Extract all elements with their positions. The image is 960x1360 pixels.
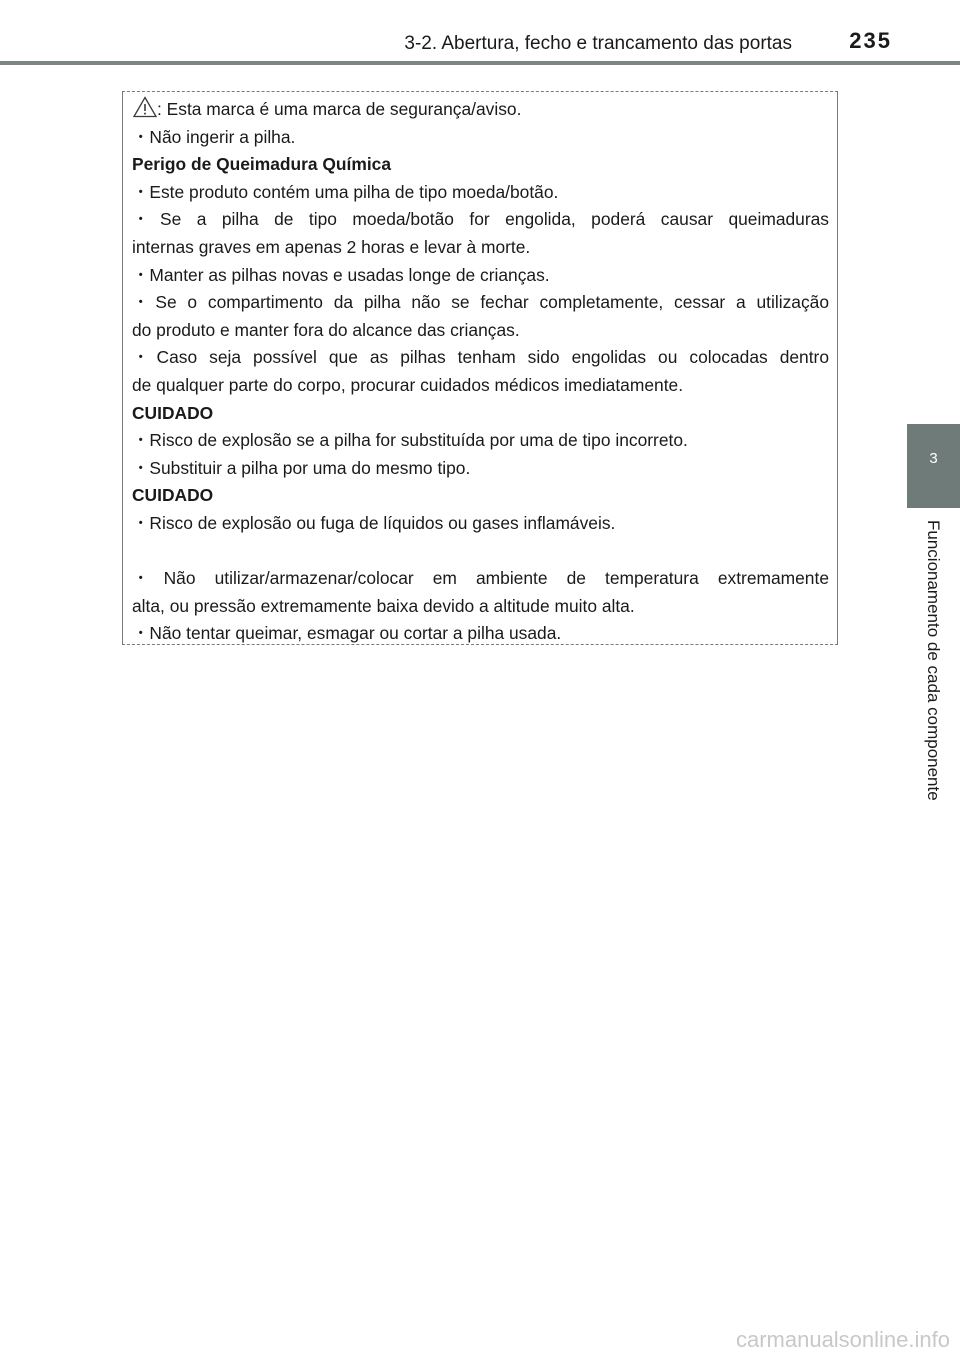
section-title: 3-2. Abertura, fecho e trancamento das portas: [404, 33, 792, 54]
notice-line: ・Caso seja possível que as pilhas tenham sido engolidas ou colocadas dentro: [132, 347, 829, 368]
safety-notice-text: [132, 96, 829, 648]
page-header: [0, 0, 960, 64]
notice-heading: Perigo de Queimadura Química: [132, 154, 391, 175]
notice-line: alta, ou pressão extremamente baixa devido a altitude muito alta.: [132, 595, 635, 616]
footer-watermark: carmanualsonline.info: [735, 1327, 950, 1352]
safety-notice-box: [122, 91, 838, 645]
header-divider: [0, 61, 960, 65]
notice-line: ・Não ingerir a pilha.: [132, 126, 296, 147]
chapter-title: Funcionamento de cada componente: [924, 520, 943, 801]
notice-line: ・Risco de explosão ou fuga de líquidos ou gases inflamáveis.: [132, 512, 616, 533]
notice-line: ・Manter as pilhas novas e usadas longe de crianças.: [132, 264, 550, 285]
notice-line: ・Se o compartimento da pilha não se fechar completamente, cessar a utilização: [132, 292, 829, 313]
chapter-number: 3: [929, 450, 938, 467]
chapter-tab: [907, 424, 960, 508]
notice-line: ・Substituir a pilha por uma do mesmo tipo.: [132, 457, 471, 478]
notice-line: de qualquer parte do corpo, procurar cuidados médicos imediatamente.: [132, 374, 684, 395]
notice-spacer: [132, 538, 829, 566]
notice-line: ・Se a pilha de tipo moeda/botão for engolida, poderá causar queimaduras: [132, 209, 829, 230]
warning-triangle-icon: [133, 96, 157, 118]
notice-line: do produto e manter fora do alcance das crianças.: [132, 319, 520, 340]
notice-line: ・Não tentar queimar, esmagar ou cortar a pilha usada.: [132, 623, 562, 644]
page-number: 235: [849, 28, 892, 53]
notice-line: ・Este produto contém uma pilha de tipo moeda/botão.: [132, 181, 559, 202]
notice-line: internas graves em apenas 2 horas e levar à morte.: [132, 236, 531, 257]
symbol-explanation: : Esta marca é uma marca de segurança/aviso.: [157, 99, 522, 119]
notice-line-symbol: [132, 96, 829, 124]
notice-heading: CUIDADO: [132, 402, 214, 423]
notice-heading: CUIDADO: [132, 485, 214, 506]
notice-line: ・Não utilizar/armazenar/colocar em ambiente de temperatura extremamente: [132, 568, 829, 589]
notice-line: ・Risco de explosão se a pilha for substituída por uma de tipo incorreto.: [132, 430, 688, 451]
